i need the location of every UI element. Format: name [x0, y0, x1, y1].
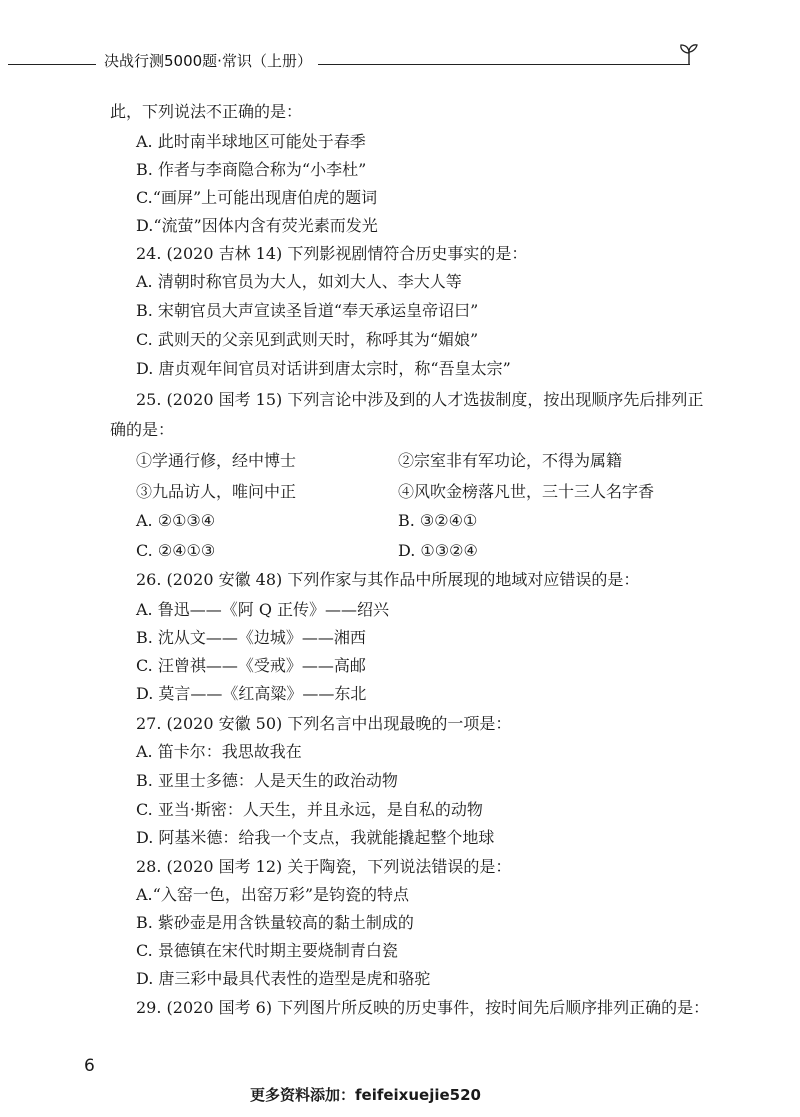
text-line: 确的是： [110, 420, 175, 439]
header-rule-right [318, 64, 690, 65]
option-line: D.“流萤”因体内含有荧光素而发光 [136, 216, 378, 235]
q25-item-3: ③九品访人，唯问中正 [136, 482, 297, 501]
q25-item-1: ①学通行修，经中博士 [136, 451, 297, 470]
header-rule-left [8, 64, 96, 65]
option-line: D. 莫言——《红高粱》——东北 [136, 684, 367, 703]
sprout-icon [676, 40, 702, 66]
question-26: 26. (2020 安徽 48) 下列作家与其作品中所展现的地域对应错误的是： [136, 570, 640, 589]
option-line: C.“画屏”上可能出现唐伯虎的题词 [136, 188, 378, 207]
question-25: 25. (2020 国考 15) 下列言论中涉及到的人才选拔制度，按出现顺序先后排列正 [136, 390, 704, 409]
q25-item-2: ②宗室非有军功论，不得为属籍 [398, 451, 623, 470]
page-number: 6 [84, 1056, 95, 1076]
option-line: A. 此时南半球地区可能处于春季 [136, 132, 366, 151]
q25-option-a: A. ②①③④ [136, 511, 216, 530]
option-line: B. 作者与李商隐合称为“小李杜” [136, 160, 367, 179]
option-line: B. 紫砂壶是用含铁量较高的黏土制成的 [136, 913, 414, 932]
q25-option-c: C. ②④①③ [136, 541, 216, 560]
text-line: 此，下列说法不正确的是： [110, 102, 303, 121]
option-line: D. 唐三彩中最具代表性的造型是虎和骆驼 [136, 969, 431, 988]
q25-option-d: D. ①③②④ [398, 541, 478, 560]
question-29: 29. (2020 国考 6) 下列图片所反映的历史事件，按时间先后顺序排列正确的是： [136, 998, 710, 1017]
question-27: 27. (2020 安徽 50) 下列名言中出现最晚的一项是： [136, 714, 512, 733]
option-line: A. 清朝时称官员为大人，如刘大人、李大人等 [136, 272, 462, 291]
option-line: D. 唐贞观年间官员对话讲到唐太宗时，称“吾皇太宗” [136, 359, 511, 378]
option-line: C. 景德镇在宋代时期主要烧制青白瓷 [136, 941, 398, 960]
option-line: B. 亚里士多德：人是天生的政治动物 [136, 771, 398, 790]
running-header-title: 决战行测5000题·常识（上册） [104, 52, 312, 70]
q25-item-4: ④风吹金榜落凡世，三十三人名字香 [398, 482, 655, 501]
option-line: A. 鲁迅——《阿 Q 正传》——绍兴 [136, 600, 390, 619]
q25-option-b: B. ③②④① [398, 511, 478, 530]
option-line: A.“入窑一色，出窑万彩”是钧瓷的特点 [136, 885, 410, 904]
option-line: B. 宋朝官员大声宣读圣旨道“奉天承运皇帝诏曰” [136, 301, 479, 320]
option-line: D. 阿基米德：给我一个支点，我就能撬起整个地球 [136, 828, 495, 847]
option-line: C. 亚当·斯密：人天生，并且永远，是自私的动物 [136, 800, 483, 819]
option-line: C. 武则天的父亲见到武则天时，称呼其为“媚娘” [136, 330, 479, 349]
option-line: C. 汪曾祺——《受戒》——高邮 [136, 656, 366, 675]
question-24: 24. (2020 吉林 14) 下列影视剧情符合历史事实的是： [136, 244, 528, 263]
footer-note: 更多资料添加：feifeixuejie520 [250, 1086, 481, 1104]
question-28: 28. (2020 国考 12) 关于陶瓷，下列说法错误的是： [136, 857, 512, 876]
option-line: B. 沈从文——《边城》——湘西 [136, 628, 366, 647]
option-line: A. 笛卡尔：我思故我在 [136, 742, 302, 761]
